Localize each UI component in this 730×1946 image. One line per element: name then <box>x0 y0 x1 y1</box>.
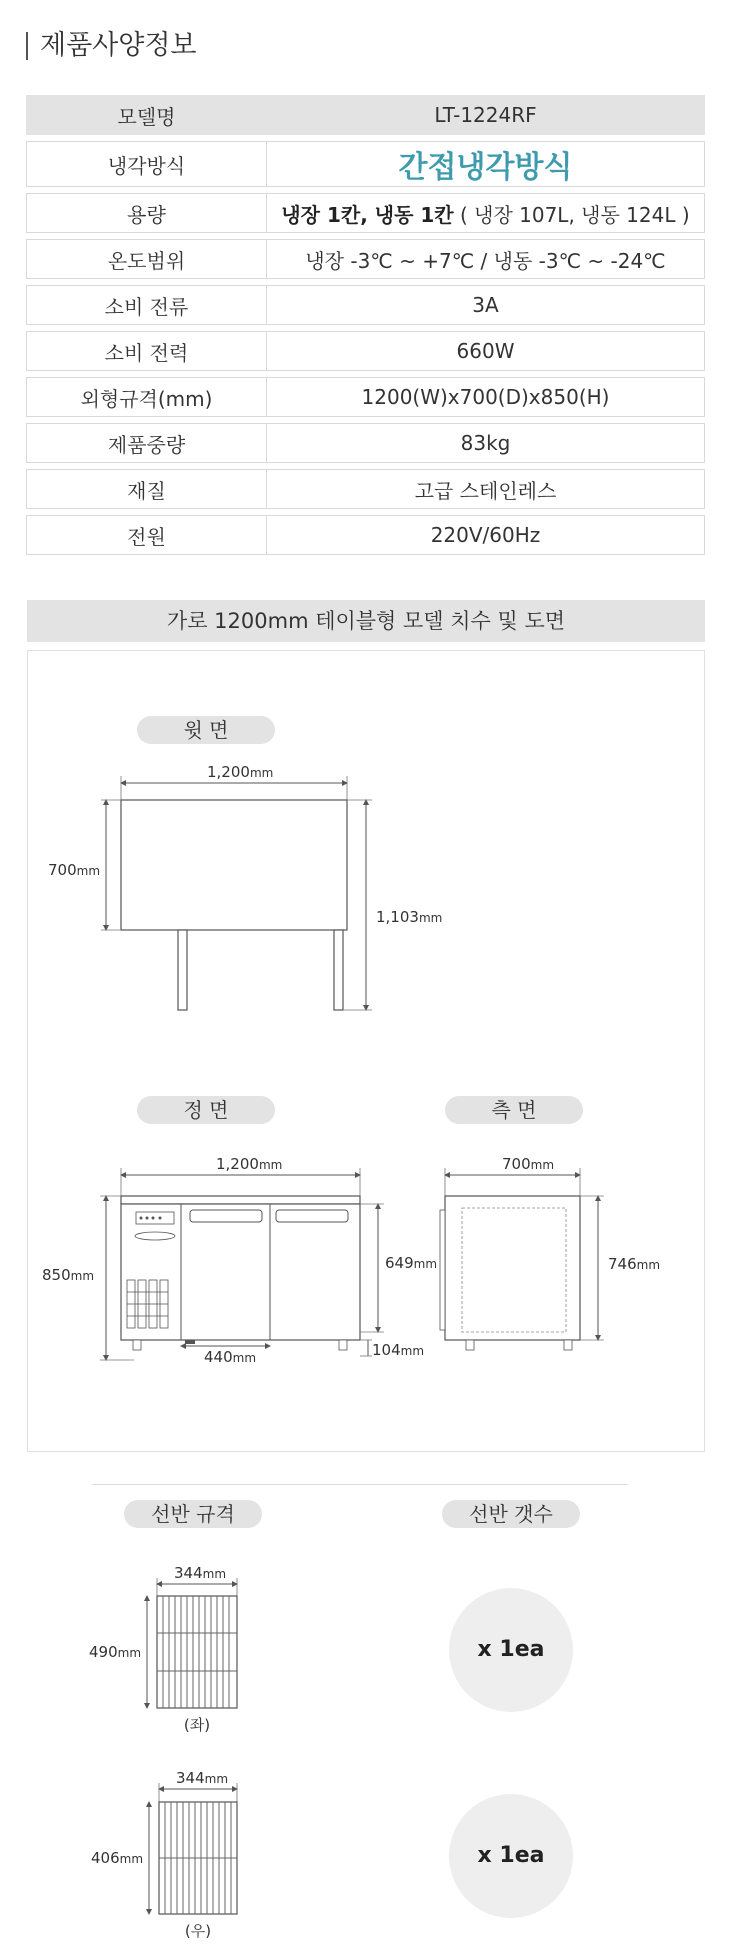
side-view-label: 측 면 <box>445 1096 583 1124</box>
spec-value: 660W <box>267 331 705 371</box>
spec-label: 모델명 <box>26 95 267 135</box>
spec-value: 1200(W)x700(D)x850(H) <box>267 377 705 417</box>
drawings-section-title: 가로 1200mm 테이블형 모델 치수 및 도면 <box>27 600 705 642</box>
spec-value: 3A <box>267 285 705 325</box>
side-height-label: 746mm <box>608 1255 661 1273</box>
shelf-left-height: 490mm <box>89 1643 142 1661</box>
top-width-label: 1,200mm <box>207 763 274 781</box>
spec-label: 재질 <box>26 469 267 509</box>
shelf-right-caption: (우) <box>184 1922 212 1940</box>
section-divider <box>92 1484 628 1485</box>
spec-value: 83kg <box>267 423 705 463</box>
shelf-drawings <box>0 1540 730 1946</box>
top-height-label: 1,103mm <box>376 908 443 926</box>
spec-value: 고급 스테인레스 <box>267 469 705 509</box>
shelf-count-right: x 1ea <box>449 1794 573 1918</box>
shelf-left-width: 344mm <box>174 1564 227 1582</box>
page-title: 제품사양정보 <box>26 32 197 60</box>
shelf-spec-label: 선반 규격 <box>124 1500 262 1528</box>
capacity-bold: 냉장 1칸, 냉동 1칸 <box>281 202 454 227</box>
front-width-label: 1,200mm <box>216 1155 283 1173</box>
shelf-left-caption: (좌) <box>183 1716 211 1734</box>
front-leg-label: 104mm <box>372 1341 425 1359</box>
shelf-count-left: x 1ea <box>449 1588 573 1712</box>
side-width-label: 700mm <box>502 1155 555 1173</box>
front-height-label: 850mm <box>42 1266 95 1284</box>
spec-value: LT-1224RF <box>267 95 705 135</box>
spec-value: 220V/60Hz <box>267 515 705 555</box>
shelf-right-width: 344mm <box>176 1769 229 1787</box>
top-view-drawing <box>48 763 442 1010</box>
shelf-count-label: 선반 갯수 <box>442 1500 580 1528</box>
spec-label: 외형규격(mm) <box>26 377 267 417</box>
spec-label: 냉각방식 <box>26 141 267 187</box>
front-door-height-label: 649mm <box>385 1254 438 1272</box>
spec-label: 소비 전력 <box>26 331 267 371</box>
spec-label: 용량 <box>26 193 267 233</box>
spec-label: 소비 전류 <box>26 285 267 325</box>
front-view-drawing <box>42 1155 437 1366</box>
shelf-left-drawing <box>89 1564 237 1734</box>
spec-label: 제품중량 <box>26 423 267 463</box>
shelf-right-drawing <box>91 1769 237 1940</box>
front-door-width-label: 440mm <box>204 1348 257 1366</box>
top-view-label: 윗 면 <box>137 716 275 744</box>
top-depth-label: 700mm <box>48 861 101 879</box>
cooling-method-highlight: 간접냉각방식 <box>398 150 573 185</box>
capacity-detail: ( 냉장 107L, 냉동 124L ) <box>453 202 690 227</box>
side-view-drawing <box>440 1155 660 1350</box>
front-view-label: 정 면 <box>137 1096 275 1124</box>
spec-label: 전원 <box>26 515 267 555</box>
spec-label: 온도범위 <box>26 239 267 279</box>
shelf-right-height: 406mm <box>91 1849 144 1867</box>
spec-value: 냉장 -3℃ ~ +7℃ / 냉동 -3℃ ~ -24℃ <box>267 239 705 279</box>
